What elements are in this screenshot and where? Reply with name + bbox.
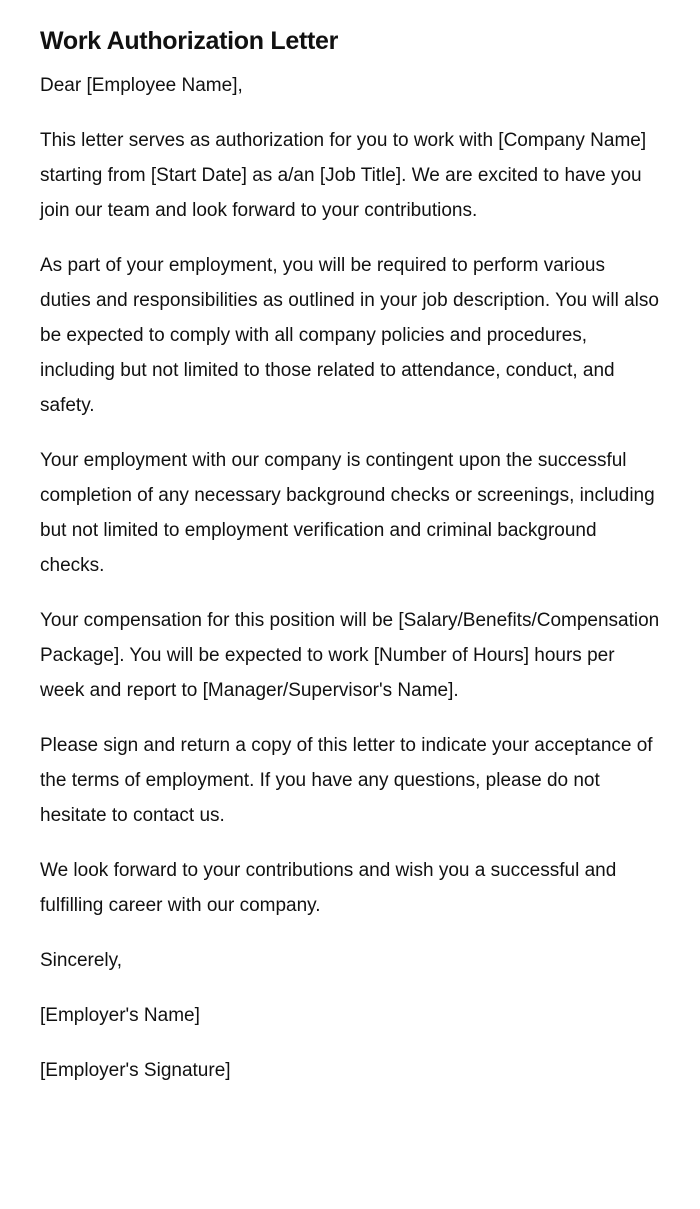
employer-signature: [Employer's Signature] xyxy=(40,1060,231,1081)
paragraph-closing-wishes: We look forward to your contributions and wish you a successful and fulfilling career with our company. xyxy=(40,860,617,916)
paragraph-authorization: This letter serves as authorization for you to work with [Company Name] starting from [Start Date] as a/an [Job Title]. We are excited to have you join our team and look forward to your contributions. xyxy=(40,130,647,221)
paragraph-duties: As part of your employment, you will be required to perform various duties and responsibilities as outlined in your job description. You will also be expected to comply with all company policies and procedures, including but not limited to those related to attendance, conduct, and safety. xyxy=(40,255,659,416)
paragraph-background-checks: Your employment with our company is contingent upon the successful completion of any necessary background checks or screenings, including but not limited to employment verification and criminal background checks. xyxy=(40,450,655,576)
paragraph-compensation: Your compensation for this position will be [Salary/Benefits/Compensation Package]. You will be expected to work [Number of Hours] hours per week and report to [Manager/Supervisor's Name]. xyxy=(40,610,660,701)
closing-sincerely: Sincerely, xyxy=(40,950,123,971)
paragraph-sign-return: Please sign and return a copy of this letter to indicate your acceptance of the terms of employment. If you have any questions, please do not hesitate to contact us. xyxy=(40,735,653,826)
letter-title: Work Authorization Letter xyxy=(40,27,339,55)
employer-name: [Employer's Name] xyxy=(40,1005,200,1026)
salutation: Dear [Employee Name], xyxy=(40,75,243,96)
